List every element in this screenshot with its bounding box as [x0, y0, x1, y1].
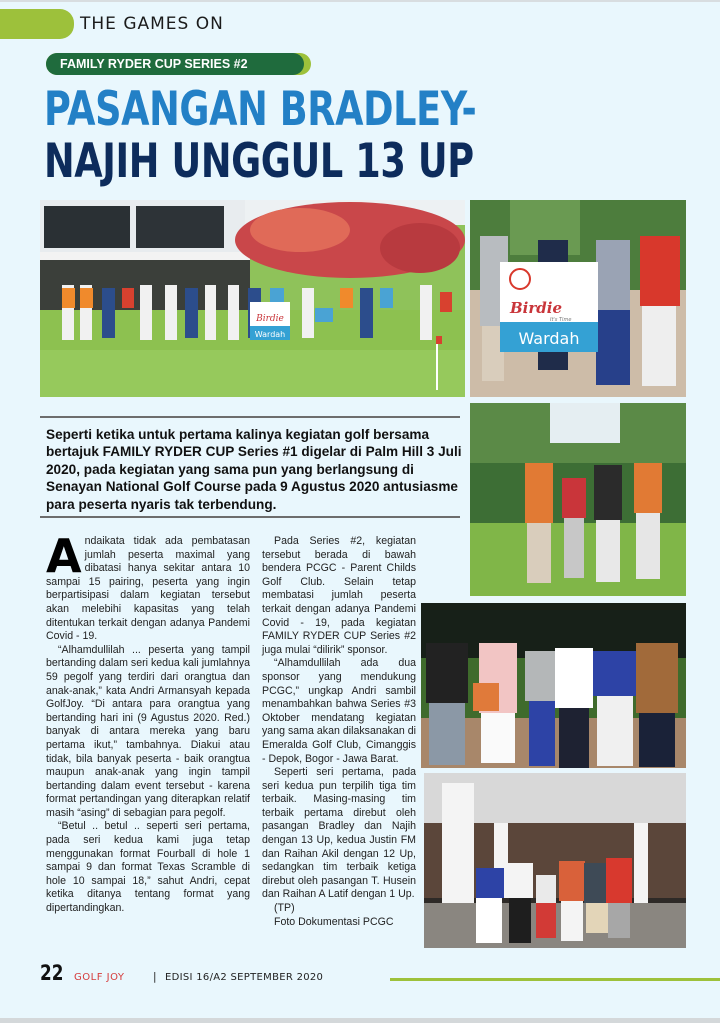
- article-paragraph: “Alhamdullilah ... peserta yang tampil bertanding dalam seri kedua kali jumlahnya 59 pegolf yang terdiri dari orangtua dan anak-anak,” kata Andri Armansyah kepada GolfJoy. “Di antara para orangtua yang bertanding hari ini (9 Agustus 2020. Red.) banyak di antara mereka yang baru pertama ikut,” tambahnya. Diakui atau tidak, bila banyak peserta - baik orangtua maupun anak-anak yang ingin tampil bertanding dalam event tersebut - karena format pertandingan yang diterapkan relatif masih “asing” di sebagian para pegolf.: [46, 643, 250, 819]
- footer-edition: EDISI 16/A2 SEPTEMBER 2020: [165, 972, 324, 983]
- section-accent-bar: [0, 9, 74, 39]
- four-golfers-banner-logo: Birdie: [510, 299, 563, 317]
- top-edge-line: [0, 0, 720, 2]
- author-initials: (TP): [274, 902, 295, 915]
- article-paragraph: “Alhamdullilah ada dua sponsor yang mendukung PCGC,” ungkap Andri sambil menambahkan bahwa Series #3 Oktober mendatang kegiatan yang sama akan dilaksanakan di Emeralda Golf Club, Cimanggis - Depok, Bogor - Jawa Barat.: [262, 657, 416, 765]
- four-golfers-banner-sponsor: Wardah: [518, 329, 580, 348]
- five-golfers-photo: [470, 403, 686, 596]
- group-banner-logo: Birdie: [256, 314, 284, 324]
- article-paragraph: Pada Series #2, kegiatan tersebut berada di bawah bendera PCGC - Parent Childs Golf Club. Selain tetap membatasi jumlah peserta terkait dengan adanya Pandemi Covid - 19, pada kegiatan FAMILY RYDER CUP Series #2 juga mulai “dilirik” sponsor.: [262, 535, 416, 656]
- night-group-photo: [421, 603, 686, 768]
- footer-accent-line: [390, 978, 720, 981]
- page-number: 22: [40, 961, 64, 985]
- headline-line-2: NAJIH UNGGUL 13 UP: [44, 134, 474, 189]
- group-banner-sponsor: Wardah: [254, 330, 286, 339]
- photo-credit: Foto Dokumentasi PCGC: [274, 915, 394, 928]
- four-golfers-banner-tagline: It's Time: [550, 317, 572, 323]
- article-column-1: [46, 529, 250, 916]
- headline-line-1: PASANGAN BRADLEY-: [44, 82, 477, 137]
- section-title: THE GAMES ON: [80, 14, 224, 34]
- article-paragraph: “Betul .. betul .. seperti seri pertama, pada seri kedua kami juga tetap menggunakan format Fourball di hole 1 sampai 9 dan format Texas Scramble di hole 10 sampai 18,” sahut Andri, cepat ketika ditanya tentang format yang dipertandingkan.: [46, 820, 250, 915]
- four-golfers-photo: [470, 200, 686, 397]
- series-badge: FAMILY RYDER CUP SERIES #2: [46, 53, 304, 75]
- article-paragraph: Seperti seri pertama, pada seri kedua pun terpilih tiga tim terbaik. Masing-masing tim terbaik pertama direbut oleh pasangan Bradley dan Najih dengan 13 Up, kedua Justin FM dan Raihan Akil dengan 12 Up, sedangkan tim terbaik ketiga direbut oleh pasangan T. Husein dan Raihan A Latif dengan 1 Up.: [262, 766, 416, 901]
- lead-paragraph: Seperti ketika untuk pertama kalinya kegiatan golf bersama bertajuk FAMILY RYDER CUP Series #1 digelar di Palm Hill 3 Juli 2020, pada kegiatan yang sama pun yang berlangsung di Senayan National Golf Course pada 9 Agustus 2020 antusiasme para peserta nyaris tak terbendung.: [46, 427, 462, 512]
- headline: [44, 84, 476, 188]
- bottom-edge-shadow: [0, 1018, 720, 1023]
- award-group-photo: [424, 773, 686, 948]
- footer-separator: |: [153, 971, 157, 983]
- article-paragraph: Andaikata tidak ada pembatasan jumlah peserta maximal yang dibatasi hanya sekitar antara 10 sampai 15 pairing, peserta yang ingin berpartisipasi dalam kegiatan tersebut akan melebihi kapasitas yang telah ditentukan terkait dengan adanya Pandemi Covid - 19.: [46, 529, 250, 643]
- group-photo: [40, 200, 465, 397]
- drop-cap: A: [46, 529, 82, 583]
- lead-bottom-rule: [40, 516, 460, 518]
- lead-top-rule: [40, 416, 460, 418]
- article-column-2: [262, 535, 416, 929]
- footer-brand: GOLF JOY: [74, 972, 125, 983]
